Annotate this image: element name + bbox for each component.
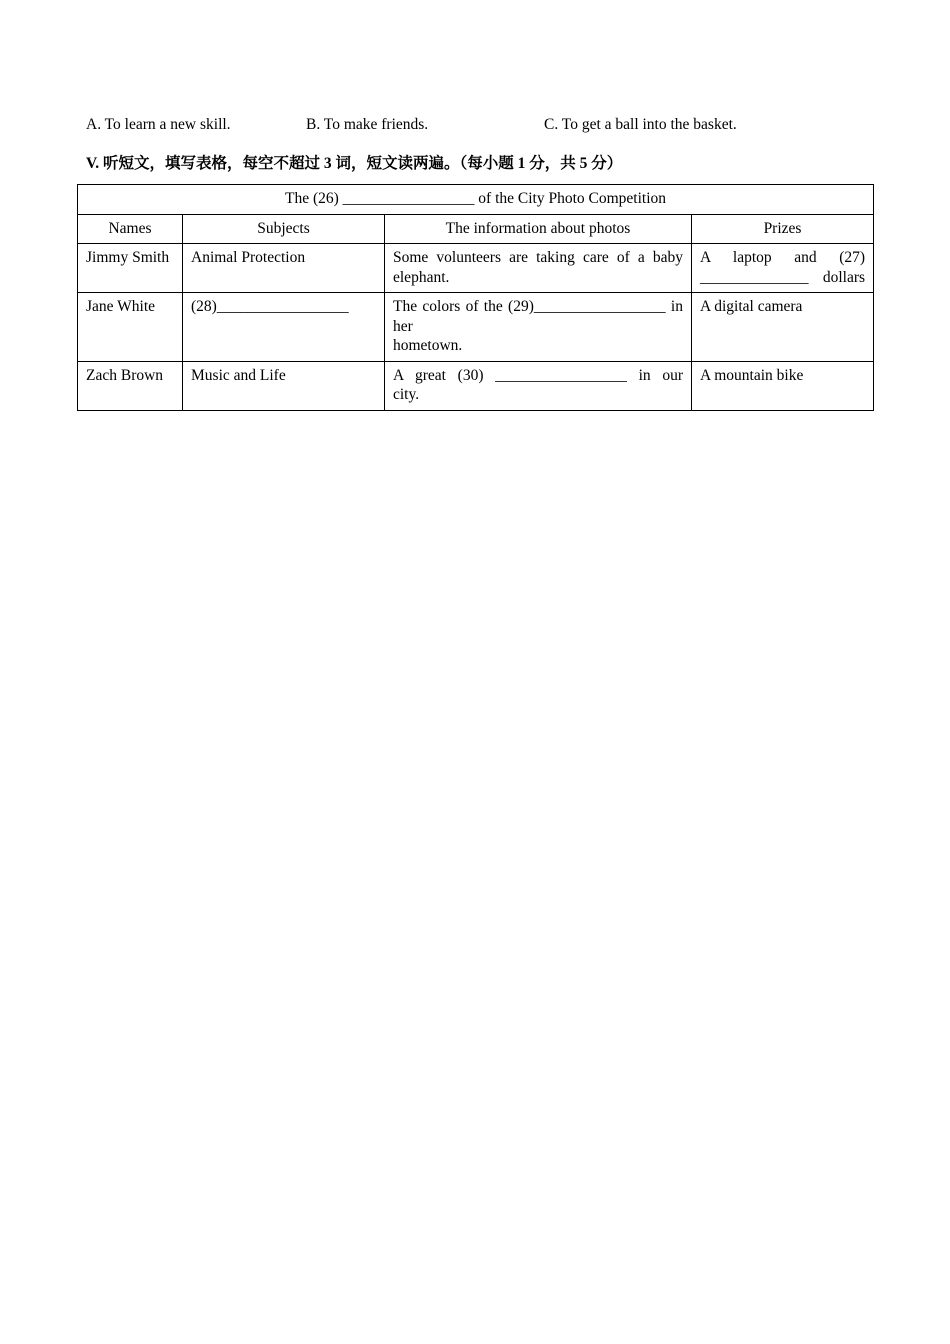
cell-info-line: The colors of the (29)_________________ in her — [393, 298, 683, 335]
cell-prize: A laptop and (27) ______________ dollars — [692, 244, 874, 293]
header-prizes: Prizes — [692, 214, 874, 244]
option-b: B. To make friends. — [306, 116, 429, 133]
option-c: C. To get a ball into the basket. — [544, 116, 737, 133]
header-subjects: Subjects — [183, 214, 385, 244]
cell-subject: (28)_________________ — [183, 293, 385, 362]
option-a: A. To learn a new skill. — [86, 116, 231, 133]
cell-name: Zach Brown — [78, 361, 183, 410]
cell-info: Some volunteers are taking care of a baby elephant. — [385, 244, 692, 293]
cell-info — [385, 361, 692, 410]
table-row — [78, 361, 874, 410]
header-names: Names — [78, 214, 183, 244]
table-header-row — [78, 214, 874, 244]
cell-subject: Animal Protection — [183, 244, 385, 293]
cell-info-line: city. — [393, 386, 420, 403]
cell-info-line: A great (30) _________________ in our — [393, 366, 683, 384]
cell-subject: Music and Life — [183, 361, 385, 410]
table-title-row — [78, 185, 874, 215]
table-title: The (26) _________________ of the City Photo Competition — [78, 185, 874, 215]
cell-name: Jimmy Smith — [78, 244, 183, 293]
cell-info — [385, 293, 692, 362]
table-row — [78, 293, 874, 362]
header-information: The information about photos — [385, 214, 692, 244]
cell-prize: A mountain bike — [692, 361, 874, 410]
cell-info-line: hometown. — [393, 337, 463, 354]
answer-options — [86, 116, 886, 138]
table-row — [78, 244, 874, 293]
section-heading: V. 听短文，填写表格，每空不超过 3 词，短文读两遍。（每小题 1 分，共 5 分） — [86, 155, 623, 172]
cell-prize: A digital camera — [692, 293, 874, 362]
photo-competition-table — [77, 184, 874, 411]
cell-name: Jane White — [78, 293, 183, 362]
